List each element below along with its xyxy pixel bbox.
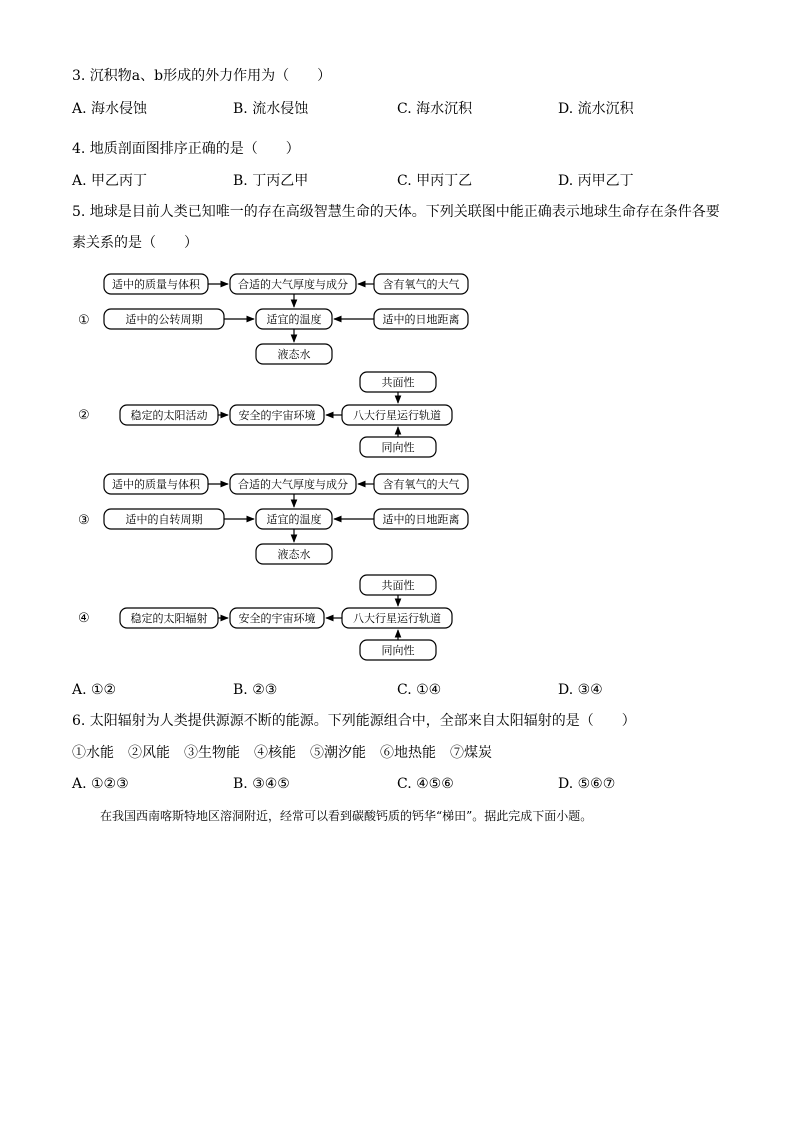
q5-relation-diagrams (70, 268, 490, 668)
q3-option-b: B. 流水侵蚀 (233, 101, 309, 117)
d4-label-solar-radiation: 稳定的太阳辐射 (130, 612, 208, 625)
q5-option-d: D. ③④ (558, 682, 603, 698)
diagram-1 (78, 274, 468, 364)
d4-label-planet-orbits: 八大行星运行轨道 (353, 612, 441, 625)
q3-stem: 3. 沉积物a、b形成的外力作用为（ ） (72, 68, 332, 84)
q5-option-c: C. ①④ (397, 682, 442, 698)
q3-option-a: A. 海水侵蚀 (72, 101, 148, 117)
q6-option-d: D. ⑤⑥⑦ (558, 776, 616, 792)
q6-energy-items: ①水能 ②风能 ③生物能 ④核能 ⑤潮汐能 ⑥地热能 ⑦煤炭 (72, 745, 492, 761)
q6-stem: 6. 太阳辐射为人类提供源源不断的能源。下列能源组合中，全部来自太阳辐射的是（ ） (72, 713, 636, 729)
q6-option-c: C. ④⑤⑥ (397, 776, 454, 792)
q3-option-d: D. 流水沉积 (558, 101, 634, 117)
d4-label-coplanar: 共面性 (381, 579, 415, 592)
q5-option-a: A. ①② (72, 682, 117, 698)
diagram-1-marker: ① (78, 313, 90, 328)
d3-label-water: 液态水 (277, 548, 311, 561)
q4-option-a: A. 甲乙丙丁 (72, 173, 148, 189)
d1-label-oxygen: 含有氧气的大气 (382, 278, 460, 291)
d3-label-rotation: 适中的自转周期 (125, 513, 203, 526)
d2-label-same-direction: 同向性 (381, 441, 415, 454)
d2-label-safe-space: 安全的宇宙环境 (238, 409, 316, 422)
q4-option-c: C. 甲丙丁乙 (397, 173, 473, 189)
d4-label-safe-space: 安全的宇宙环境 (238, 612, 316, 625)
d3-label-mass-volume: 适中的质量与体积 (112, 478, 200, 491)
d3-label-atmosphere: 合适的大气厚度与成分 (238, 478, 348, 491)
d1-label-distance: 适中的日地距离 (382, 313, 460, 326)
d1-label-revolution: 适中的公转周期 (125, 313, 203, 326)
q6-option-a: A. ①②③ (72, 776, 129, 792)
d2-label-solar-activity: 稳定的太阳活动 (130, 409, 208, 422)
d2-label-planet-orbits: 八大行星运行轨道 (353, 409, 441, 422)
d4-label-same-direction: 同向性 (381, 644, 415, 657)
d1-label-temperature: 适宜的温度 (266, 313, 322, 326)
diagram-3-marker: ③ (78, 513, 90, 528)
d1-label-water: 液态水 (277, 348, 311, 361)
d3-label-distance: 适中的日地距离 (382, 513, 460, 526)
q6-option-b: B. ③④⑤ (233, 776, 290, 792)
diagram-4 (78, 575, 452, 660)
d1-label-atmosphere: 合适的大气厚度与成分 (238, 278, 348, 291)
q4-option-b: B. 丁丙乙甲 (233, 173, 309, 189)
q5-option-b: B. ②③ (233, 682, 278, 698)
diagram-3 (78, 474, 468, 564)
diagram-4-marker: ④ (78, 611, 90, 626)
q5-stem-line2: 素关系的是（ ） (72, 235, 198, 251)
d3-label-temperature: 适宜的温度 (266, 513, 322, 526)
q3-option-c: C. 海水沉积 (397, 101, 473, 117)
q4-stem: 4. 地质剖面图排序正确的是（ ） (72, 141, 300, 157)
q4-option-d: D. 丙甲乙丁 (558, 173, 634, 189)
d2-label-coplanar: 共面性 (381, 376, 415, 389)
diagram-2 (78, 372, 452, 457)
next-group-intro: 在我国西南喀斯特地区溶洞附近，经常可以看到碳酸钙质的钙华“梯田”。据此完成下面小题。 (100, 809, 593, 823)
d1-label-mass-volume: 适中的质量与体积 (112, 278, 200, 291)
d3-label-oxygen: 含有氧气的大气 (382, 478, 460, 491)
q5-stem-line1: 5. 地球是目前人类已知唯一的存在高级智慧生命的天体。下列关联图中能正确表示地球生命存在条件各要 (72, 204, 720, 220)
diagram-2-marker: ② (78, 408, 90, 423)
